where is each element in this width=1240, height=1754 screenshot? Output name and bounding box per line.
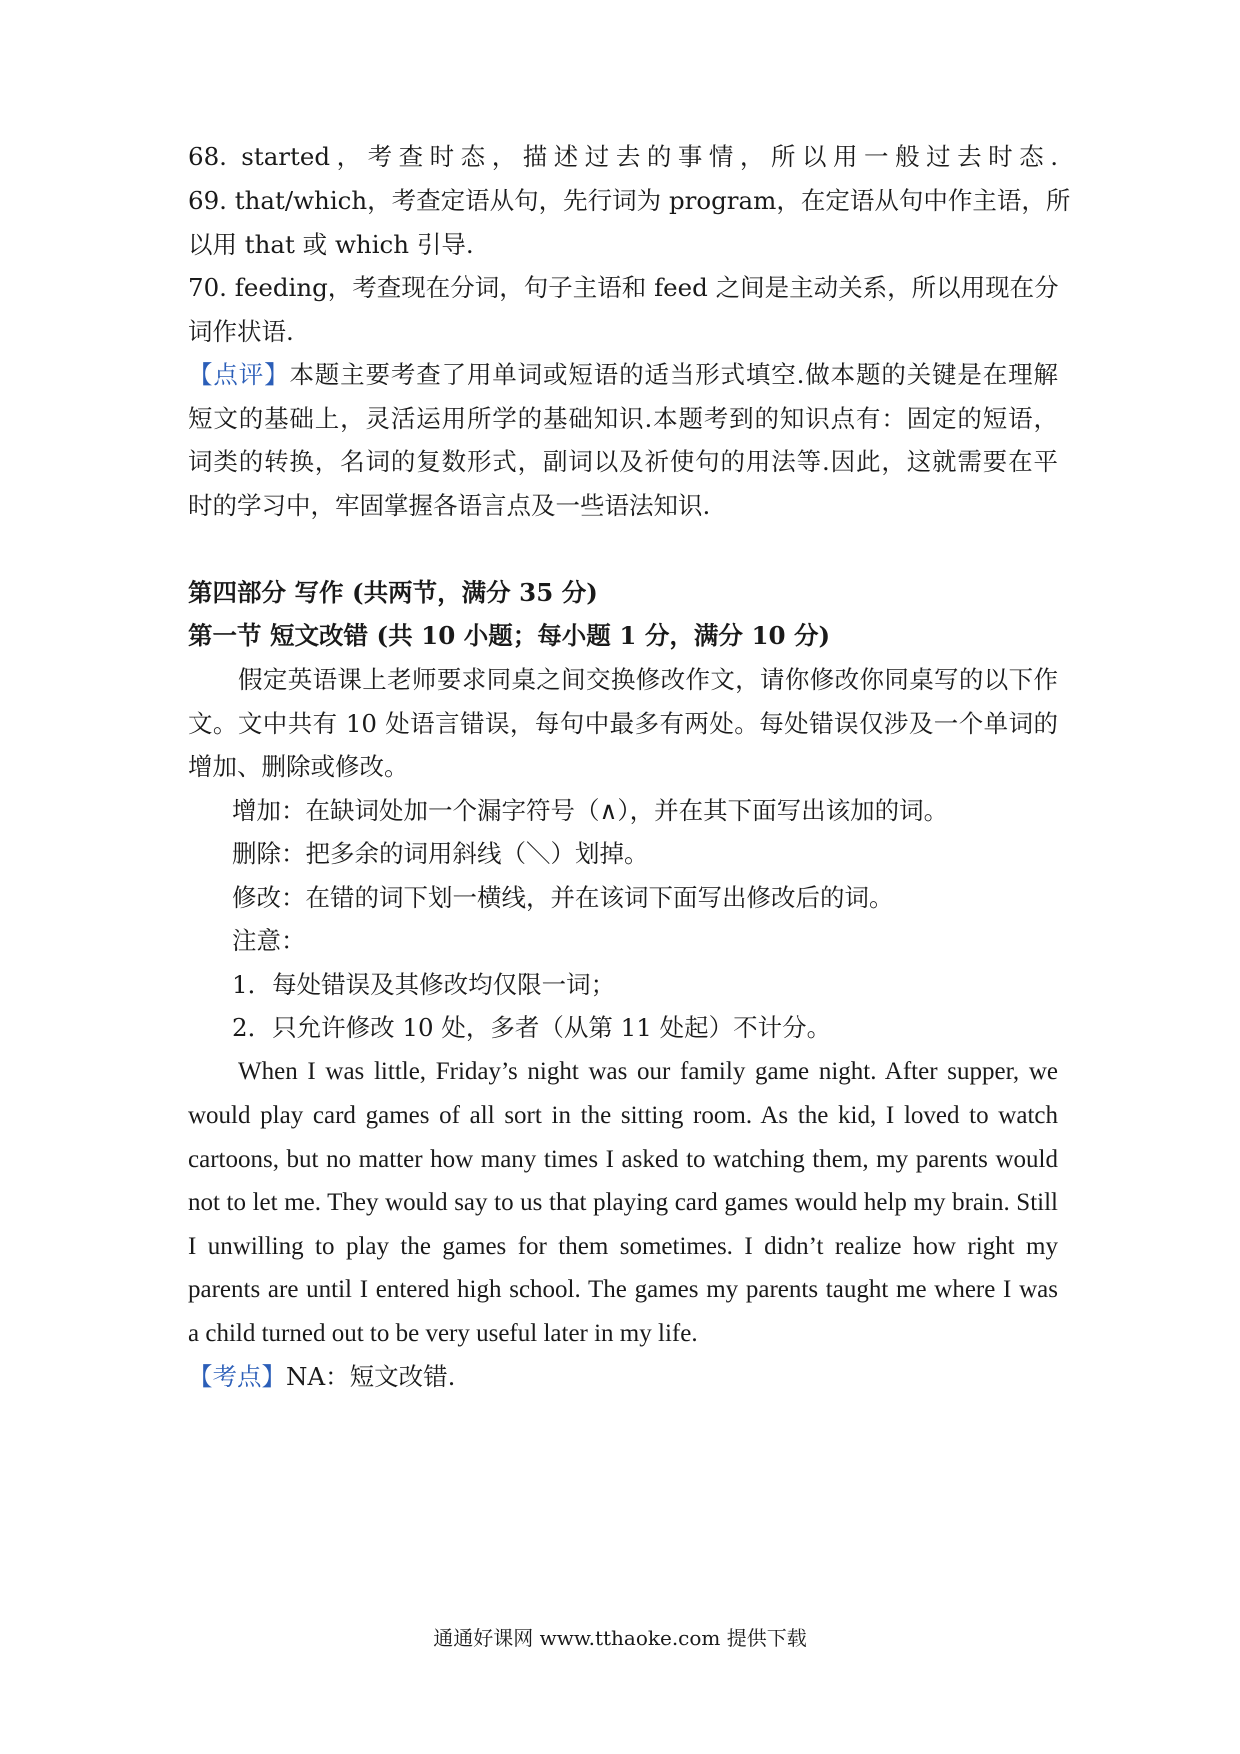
comment-line2: 短文的基础上，灵活运用所学的基础知识.本题考到的知识点有：固定的短语， [188,404,1058,433]
comment-line3: 词类的转换，名词的复数形式，副词以及祈使句的用法等.因此，这就需要在平 [188,447,1058,476]
page-footer: 通通好课网 www.tthaoke.com 提供下载 [433,1626,807,1650]
comment-text-1: 本题主要考查了用单词或短语的适当形式填空.做本题的关键是在理解 [289,360,1058,389]
comment-line1 [188,359,1058,391]
answer-69-line2: 以用 that 或 which 引导. [188,230,474,259]
instruction-modify: 修改：在错的词下划一横线，并在该词下面写出修改后的词。 [232,883,894,912]
passage-line3: cartoons, but no matter how many times I asked to watching them, my parents would [188,1146,1058,1173]
kaodian-line [188,1361,1058,1393]
instruction-line1: 假定英语课上老师要求同桌之间交换修改作文，请你修改你同桌写的以下作 [238,665,1058,694]
passage-line6: parents are until I entered high school. The games my parents taught me where I was [188,1276,1058,1303]
passage-line1: When I was little, Friday’s night was our family game night. After supper, we [238,1058,1058,1085]
passage-line4: not to let me. They would say to us that playing card games would help my brain. Still [188,1189,1058,1216]
passage-line5: I unwilling to play the games for them sometimes. I didn’t realize how right my [188,1233,1058,1260]
answer-70-line1: 70. feeding，考查现在分词，句子主语和 feed 之间是主动关系，所以用现在分 [188,273,1059,302]
instruction-delete: 删除：把多余的词用斜线（＼）划掉。 [232,839,649,868]
instruction-add: 增加：在缺词处加一个漏字符号（∧），并在其下面写出该加的词。 [232,796,949,825]
comment-line4: 时的学习中，牢固掌握各语言点及一些语法知识. [188,491,711,520]
passage-line7: a child turned out to be very useful later in my life. [188,1320,698,1347]
instruction-note: 注意： [232,926,306,955]
kaodian-tag: 【考点】 [188,1362,286,1391]
section-title: 第一节 短文改错 (共 10 小题；每小题 1 分，满分 10 分) [188,621,831,650]
passage-line2: would play card games of all sort in the sitting room. As the kid, I loved to watch [188,1102,1058,1129]
answer-70-line2: 词作状语. [188,317,294,346]
answer-69-line1: 69. that/which，考查定语从句，先行词为 program，在定语从句中作主语，所 [188,186,1071,215]
comment-tag: 【点评】 [188,360,290,389]
instruction-line2: 文。文中共有 10 处语言错误，每句中最多有两处。每处错误仅涉及一个单词的 [188,709,1058,738]
instruction-note2: 2．只允许修改 10 处，多者（从第 11 处起）不计分。 [232,1013,832,1042]
kaodian-text: NA：短文改错. [286,1362,456,1391]
instruction-note1: 1．每处错误及其修改均仅限一词； [232,970,616,999]
instruction-line3: 增加、删除或修改。 [188,752,409,781]
answer-68: 68. started，考查时态，描述过去的事情，所以用一般过去时态. [188,142,1058,171]
part-title: 第四部分 写作 (共两节，满分 35 分) [188,578,598,607]
